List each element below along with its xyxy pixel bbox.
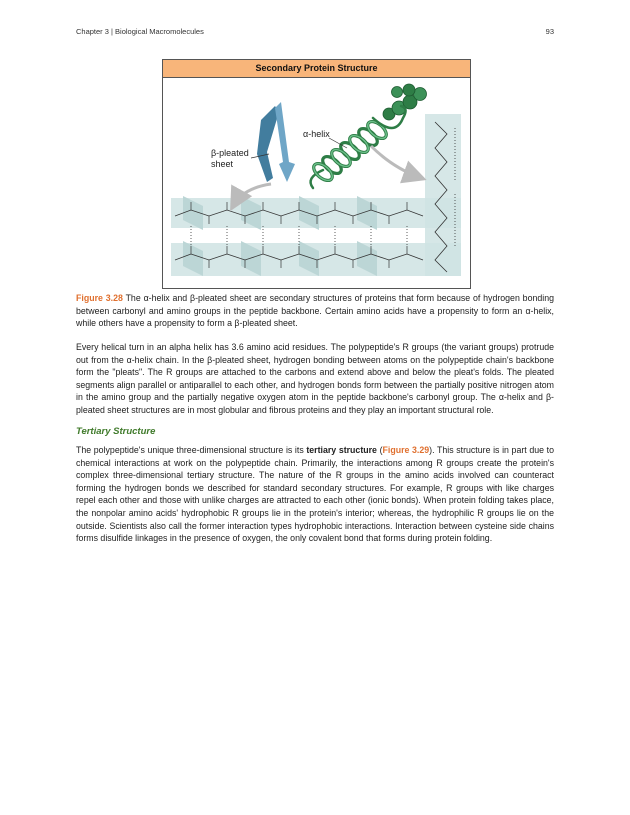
paragraph-tertiary — [76, 444, 554, 545]
figure-illustration — [163, 78, 470, 288]
alpha-helix-label: α-helix — [303, 129, 330, 139]
figure-secondary-protein-structure — [162, 59, 471, 289]
term-tertiary-structure: tertiary structure — [306, 445, 377, 455]
figure-3-29-link[interactable]: Figure 3.29 — [382, 445, 430, 455]
beta-sheet-diagram — [171, 196, 461, 276]
beta-sheet-label-line1: β-pleated — [211, 148, 249, 158]
paragraph-tertiary-rest: ). This structure is in part due to chemical interactions at work on the polypeptide chain. Primarily, the interactions among R groups create the protein's complex three-dimensional tertiary structure. The nature of the R groups in the amino acids involved can counteract forming the hydrogen bonds we described for standard secondary structures. For example, R groups with like charges repel each other and those with unlike charges are attracted to each other (ionic bonds). When protein folding takes place, the nonpolar amino acids' hydrophobic R groups lie in the protein's interior; whereas, the hydrophilic R groups lie on the outside. Scientists also call the former interaction types hydrophobic interactions. Interaction between cysteine side chains forms disulfide linkages in the presence of oxygen, the only covalent bond that forms during protein folding. — [76, 445, 554, 544]
beta-sheet-label-line2: sheet — [211, 159, 234, 169]
chapter-title: Chapter 3 | Biological Macromolecules — [76, 27, 204, 36]
paragraph-tertiary-open: ( — [376, 445, 383, 455]
page-header — [76, 27, 554, 39]
alpha-helix-diagram — [425, 114, 461, 276]
section-heading-tertiary: Tertiary Structure — [76, 426, 156, 437]
figure-caption — [76, 292, 554, 330]
figure-title: Secondary Protein Structure — [163, 60, 470, 78]
paragraph-tertiary-intro: The polypeptide's unique three-dimensional structure is its — [76, 445, 307, 455]
figure-label: Figure 3.28 — [76, 293, 123, 303]
page-number: 93 — [545, 27, 554, 36]
beta-strand-ribbon — [257, 102, 295, 182]
caption-text: The α-helix and β-pleated sheet are secondary structures of proteins that form because of hydrogen bonding between carbonyl and amino groups in the peptide backbone. Certain amino acids have a propensity to form an α-helix, while others have a propensity to form a β-pleated sheet. — [76, 293, 554, 329]
paragraph-alpha-beta: Every helical turn in an alpha helix has 3.6 amino acid residues. The polypeptide's R groups (the variant groups) protrude out from the α-helix chain. In the β-pleated sheet, hydrogen bonding between atoms on the polypeptide chain's backbone form the "pleats". The R groups are attached to the carbons and extend above and below the pleat's folds. The pleated segments align parallel or antiparallel to each other, and hydrogen bonds form between the partially positive nitrogen atom in the amino group and the partially negative oxygen atom in the peptide backbone's carbonyl group. The α-helix and β-pleated sheet structures are in most globular and fibrous proteins and they play an important structural role. — [76, 342, 554, 415]
